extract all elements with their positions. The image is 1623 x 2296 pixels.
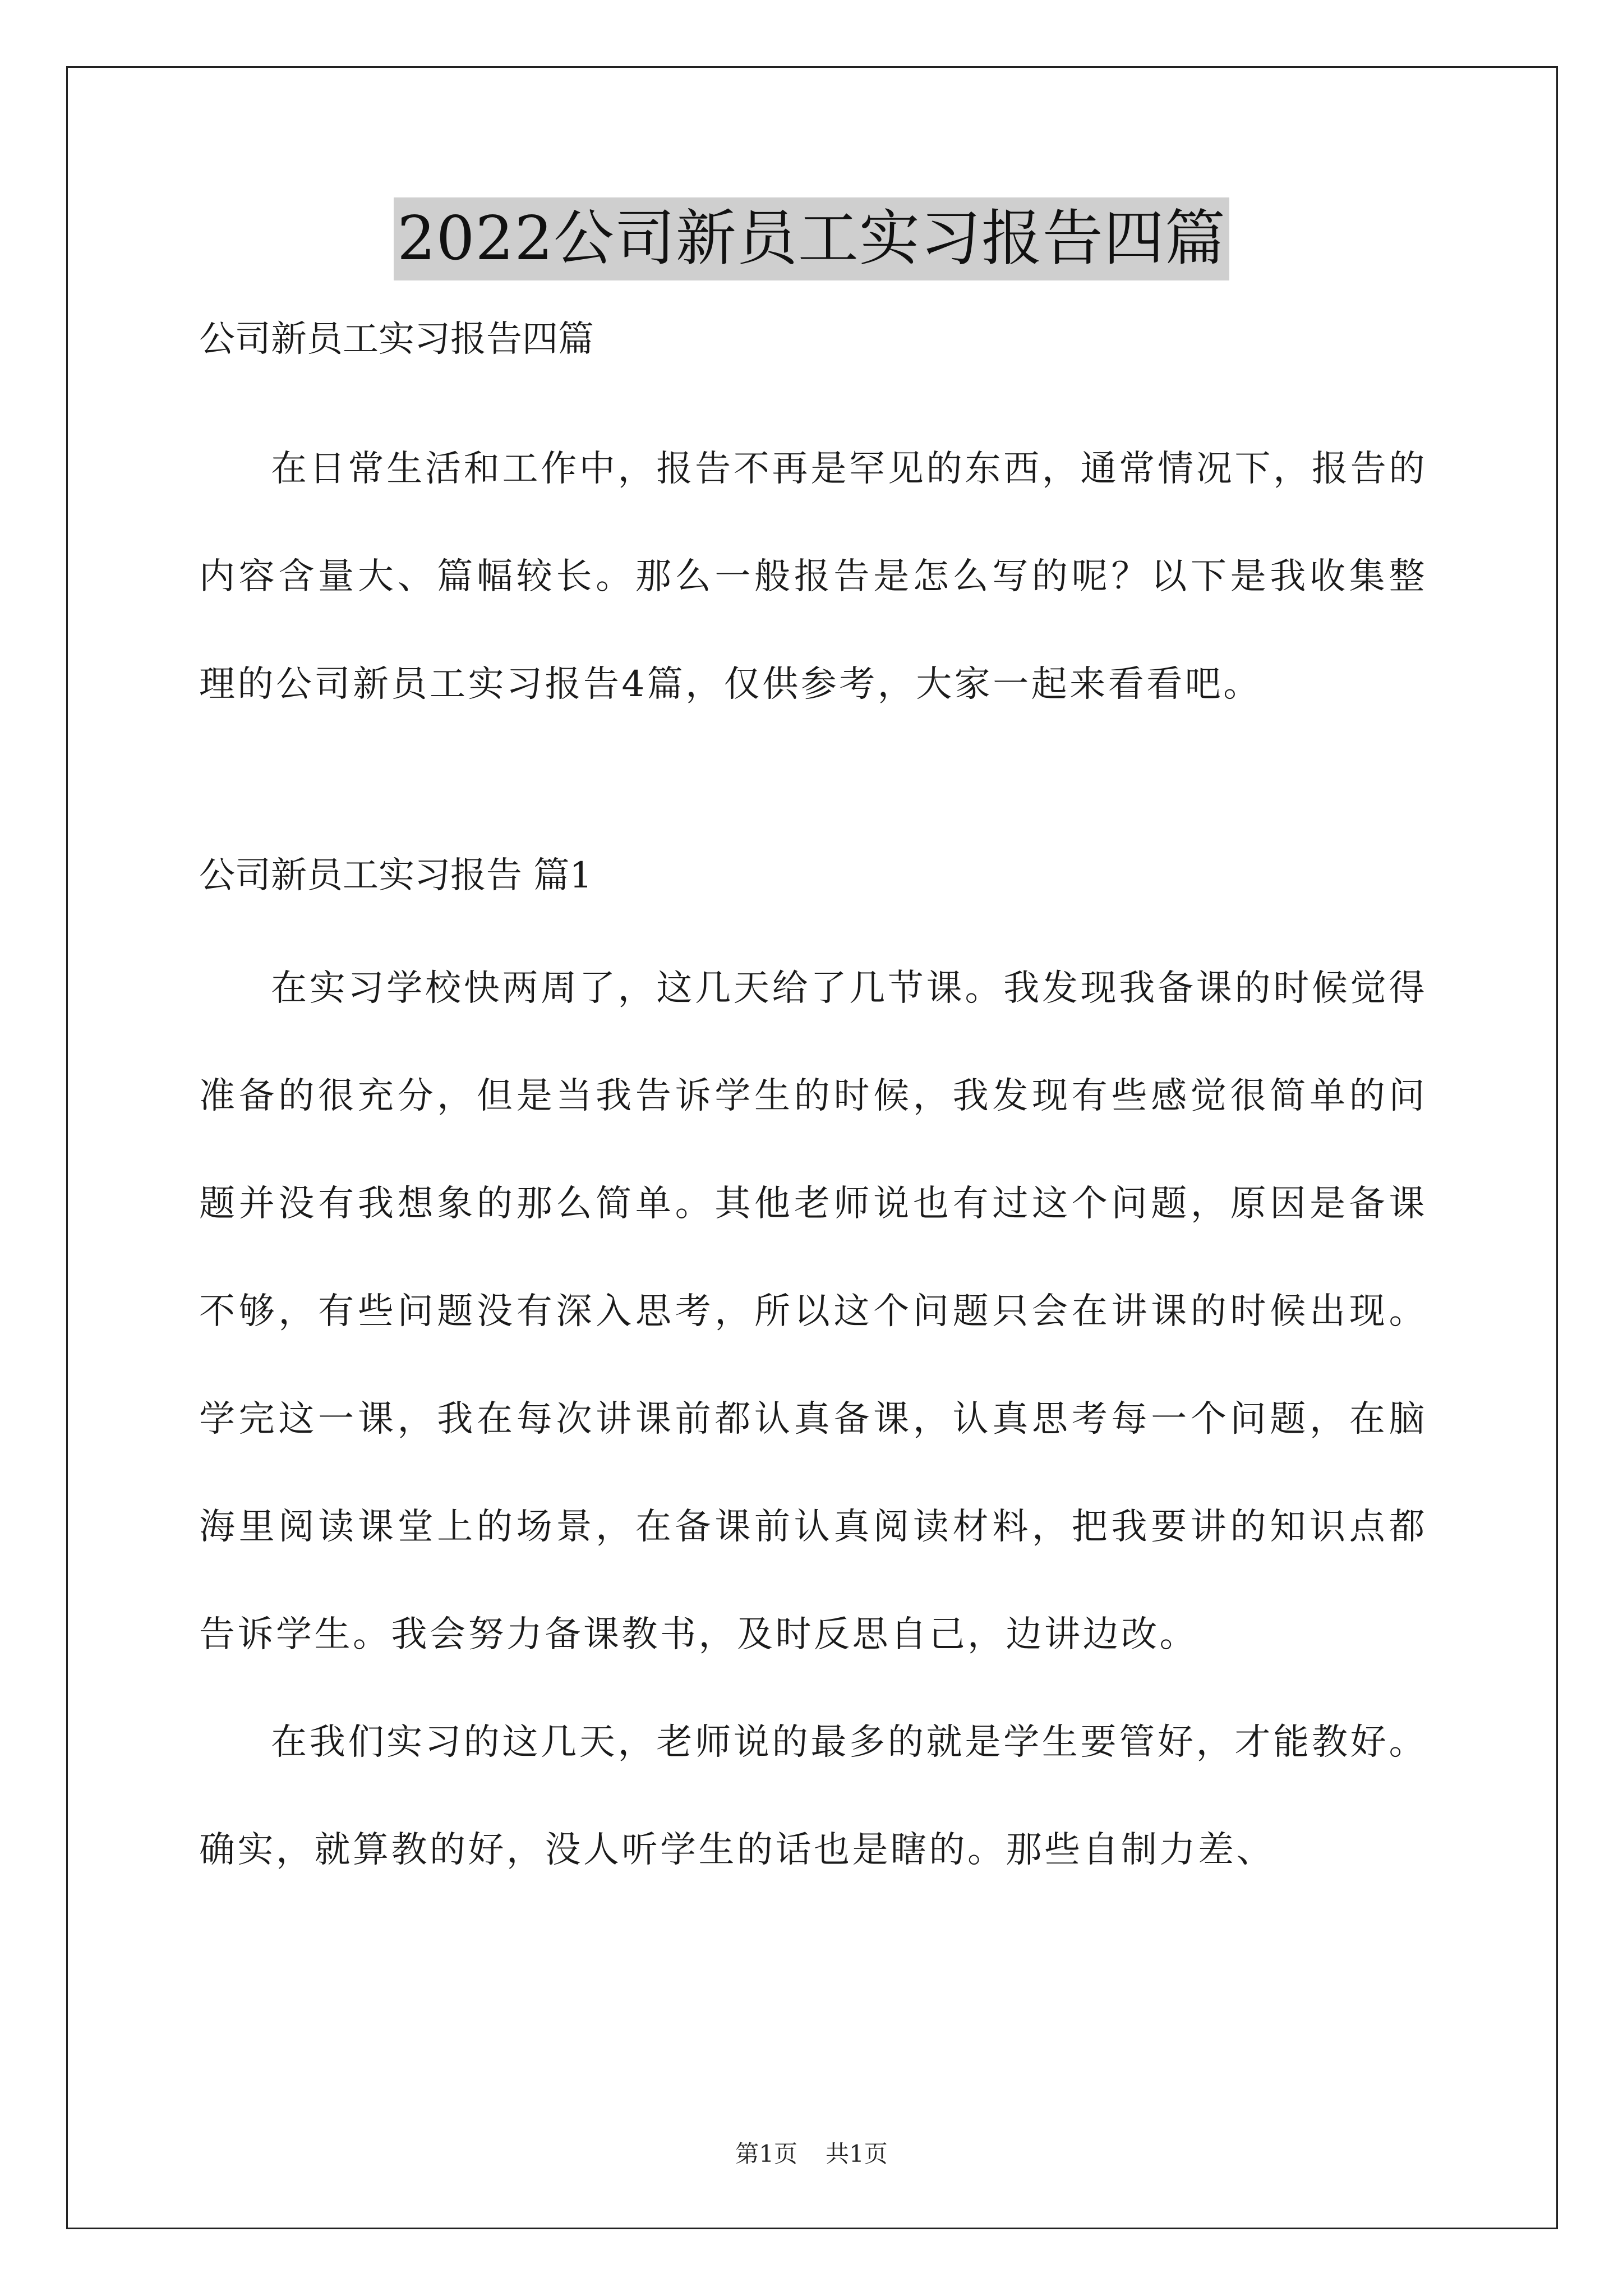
page-total: 共1页: [826, 2140, 888, 2168]
intro-paragraph: 在日常生活和工作中，报告不再是罕见的东西，通常情况下，报告的内容含量大、篇幅较长。那么一般报告是怎么写的呢？以下是我收集整理的公司新员工实习报告4篇，仅供参考，大家一起来看看吧。: [199, 448, 1427, 705]
title-container: [0, 197, 1623, 280]
document-body: [199, 314, 1427, 1904]
section-1-paragraph-1: 在实习学校快两周了，这几天给了几节课。我发现我备课的时候觉得准备的很充分，但是当我告诉学生的时候，我发现有些感觉很简单的问题并没有我想象的那么简单。其他老师说也有过这个问题，原因是备课不够，有些问题没有深入思考，所以这个问题只会在讲课的时候出现。学完这一课，我在每次讲课前都认真备课，认真思考每一个问题，在脑海里阅读课堂上的场景，在备课前认真阅读材料，把我要讲的知识点都告诉学生。我会努力备课教书，及时反思自己，边讲边改。: [199, 968, 1427, 1655]
document-subtitle: 公司新员工实习报告四篇: [199, 319, 594, 360]
section-1-heading: 公司新员工实习报告 篇1: [199, 855, 593, 896]
section-1-paragraph-2: 在我们实习的这几天，老师说的最多的就是学生要管好，才能教好。确实，就算教的好，没人听学生的话也是瞎的。那些自制力差、: [199, 1722, 1427, 1871]
page-number: 第1页: [735, 2140, 797, 2168]
page-footer: [0, 2137, 1623, 2171]
document-title: 2022公司新员工实习报告四篇: [394, 197, 1229, 280]
